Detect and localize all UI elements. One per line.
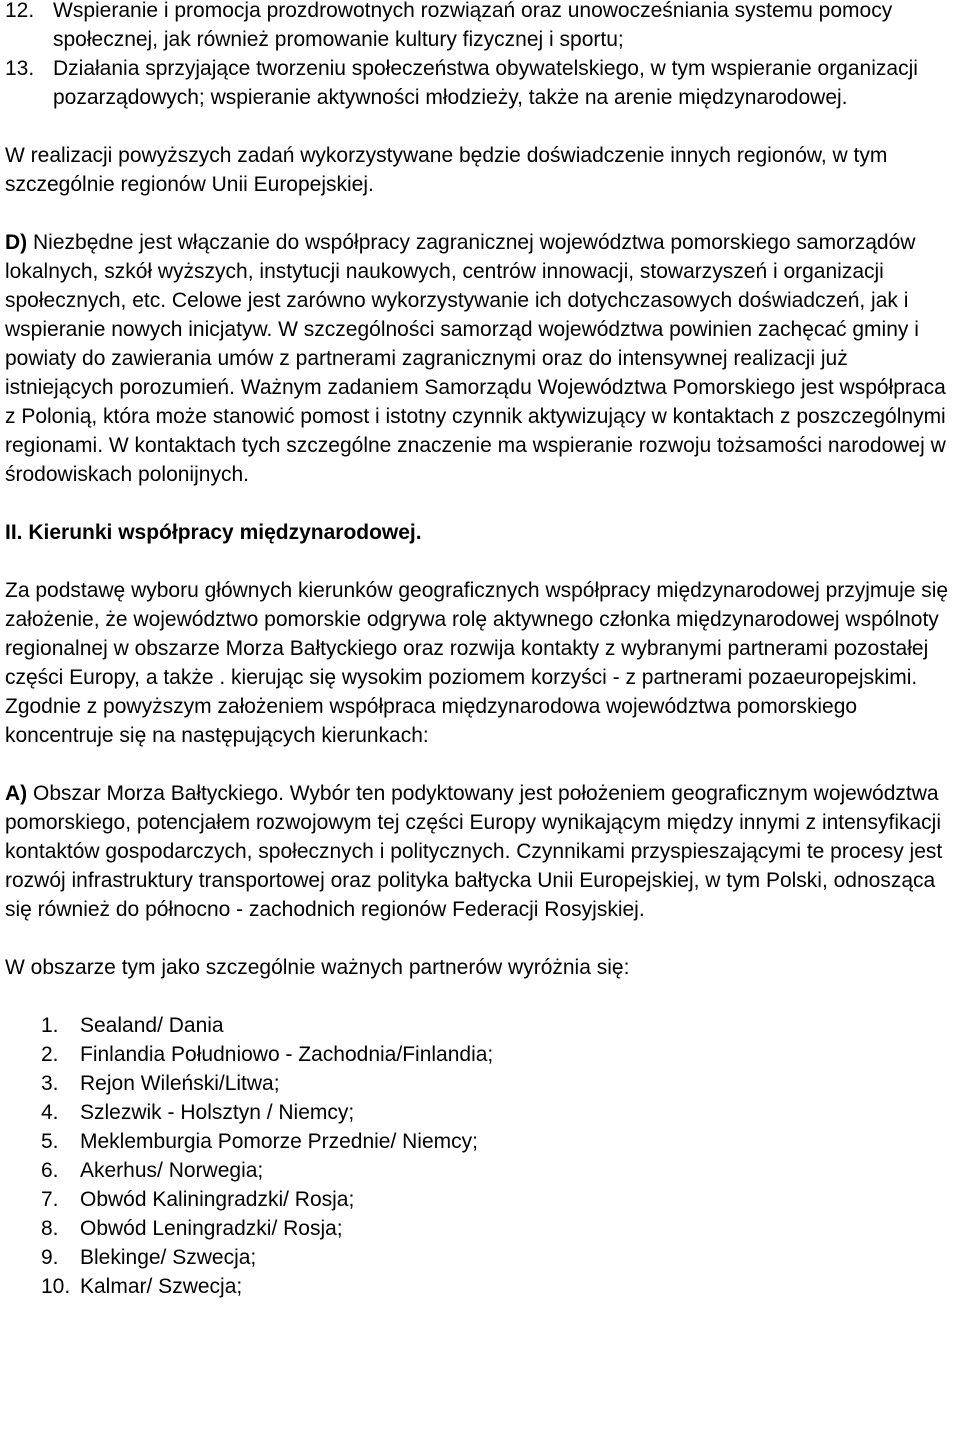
list-item-12 [5,0,955,54]
paragraph-realizacja: W realizacji powyższych zadań wykorzystywane będzie doświadczenie innych regionów, w tym szczególnie regionów Unii Europejskiej. [5,144,888,196]
partners-list [5,1011,955,1301]
list-text: Rejon Wileński/Litwa; [80,1072,280,1095]
list-item [41,1185,955,1214]
list-number: 6. [41,1159,59,1182]
section-a-text: Obszar Morza Bałtyckiego. Wybór ten podyktowany jest położeniem geograficznym województwa pomorskiego, potencjałem rozwojowym tej części Europy wynikającym między innymi z intensyfikacji kontaktów gospodarczych, społecznych i politycznych. Czynnikami przyspieszającymi te procesy jest rozwój infrastruktury transportowej oraz polityka bałtycka Unii Europejskiej, w tym Polski, odnosząca się również do północno - zachodnich regionów Federacji Rosyjskiej. [5,782,943,921]
list-text: Meklemburgia Pomorze Przednie/ Niemcy; [80,1130,478,1153]
list-text: Finlandia Południowo - Zachodnia/Finlandia; [80,1043,494,1066]
list-number: 10. [41,1275,71,1298]
list-item [41,1214,955,1243]
section-d-label: D) [5,231,28,254]
list-item-13 [5,54,955,112]
list-item [41,1272,955,1301]
list-text: Obwód Kaliningradzki/ Rosja; [80,1188,355,1211]
list-item [41,1069,955,1098]
list-text: Działania sprzyjające tworzeniu społeczeństwa obywatelskiego, w tym wspieranie organizacji pozarządowych; wspieranie aktywności młodzieży, także na arenie międzynarodowej. [53,57,918,109]
document-page [5,0,955,1301]
list-text: Obwód Leningradzki/ Rosja; [80,1217,343,1240]
section-d-text: Niezbędne jest włączanie do współpracy zagranicznej województwa pomorskiego samorządów lokalnych, szkół wyższych, instytucji naukowych, centrów innowacji, stowarzyszeń i organizacji społecznych, etc. Celowe jest zarówno wykorzystywanie ich dotychczasowych doświadczeń, jak i wspieranie nowych inicjatyw. W szczególności samorząd województwa powinien zachęcać gminy i powiaty do zawierania umów z partnerami zagranicznymi oraz do intensywnej realizacji już istniejących porozumień. Ważnym zadaniem Samorządu Województwa Pomorskiego jest współpraca z Polonią, która może stanowić pomost i istotny czynnik aktywizujący w kontaktach z poszczególnymi regionami. W kontaktach tych szczególne znaczenie ma wspieranie rozwoju tożsamości narodowej w środowiskach polonijnych. [5,231,946,486]
list-item [41,1011,955,1040]
list-item [41,1127,955,1156]
paragraph-section-d [5,228,955,489]
list-text: Wspieranie i promocja prozdrowotnych rozwiązań oraz unowocześniania systemu pomocy społecznej, jak również promowanie kultury fizycznej i sportu; [53,0,893,51]
list-text: Akerhus/ Norwegia; [80,1159,264,1182]
list-item [41,1243,955,1272]
paragraph-section-a [5,779,955,924]
list-item [41,1156,955,1185]
paragraph-partnerzy: W obszarze tym jako szczególnie ważnych partnerów wyróżnia się: [5,956,630,979]
list-number: 8. [41,1217,59,1240]
list-text: Kalmar/ Szwecja; [80,1275,243,1298]
list-number: 4. [41,1101,59,1124]
list-number: 3. [41,1072,59,1095]
section-heading-ii: II. Kierunki współpracy międzynarodowej. [5,521,422,544]
list-number: 12. [5,0,35,22]
list-text: Szlezwik - Holsztyn / Niemcy; [80,1101,355,1124]
list-number: 5. [41,1130,59,1153]
paragraph-podstawa: Za podstawę wyboru głównych kierunków geograficznych współpracy międzynarodowej przyjmuje się założenie, że województwo pomorskie odgrywa rolę aktywnego członka międzynarodowej wspólnoty regionalnej w obszarze Morza Bałtyckiego oraz rozwija kontakty z wybranymi partnerami pozostałej części Europy, a także . kierując się wysokim poziomem korzyści - z partnerami pozaeuropejskimi. Zgodnie z powyższym założeniem współpraca międzynarodowa województwa pomorskiego koncentruje się na następujących kierunkach: [5,579,949,747]
list-item [41,1040,955,1069]
list-item [41,1098,955,1127]
list-text: Sealand/ Dania [80,1014,224,1037]
list-number: 2. [41,1043,59,1066]
list-number: 1. [41,1014,59,1037]
list-number: 7. [41,1188,59,1211]
list-text: Blekinge/ Szwecja; [80,1246,257,1269]
list-number: 9. [41,1246,59,1269]
list-number: 13. [5,57,35,80]
section-a-label: A) [5,782,28,805]
